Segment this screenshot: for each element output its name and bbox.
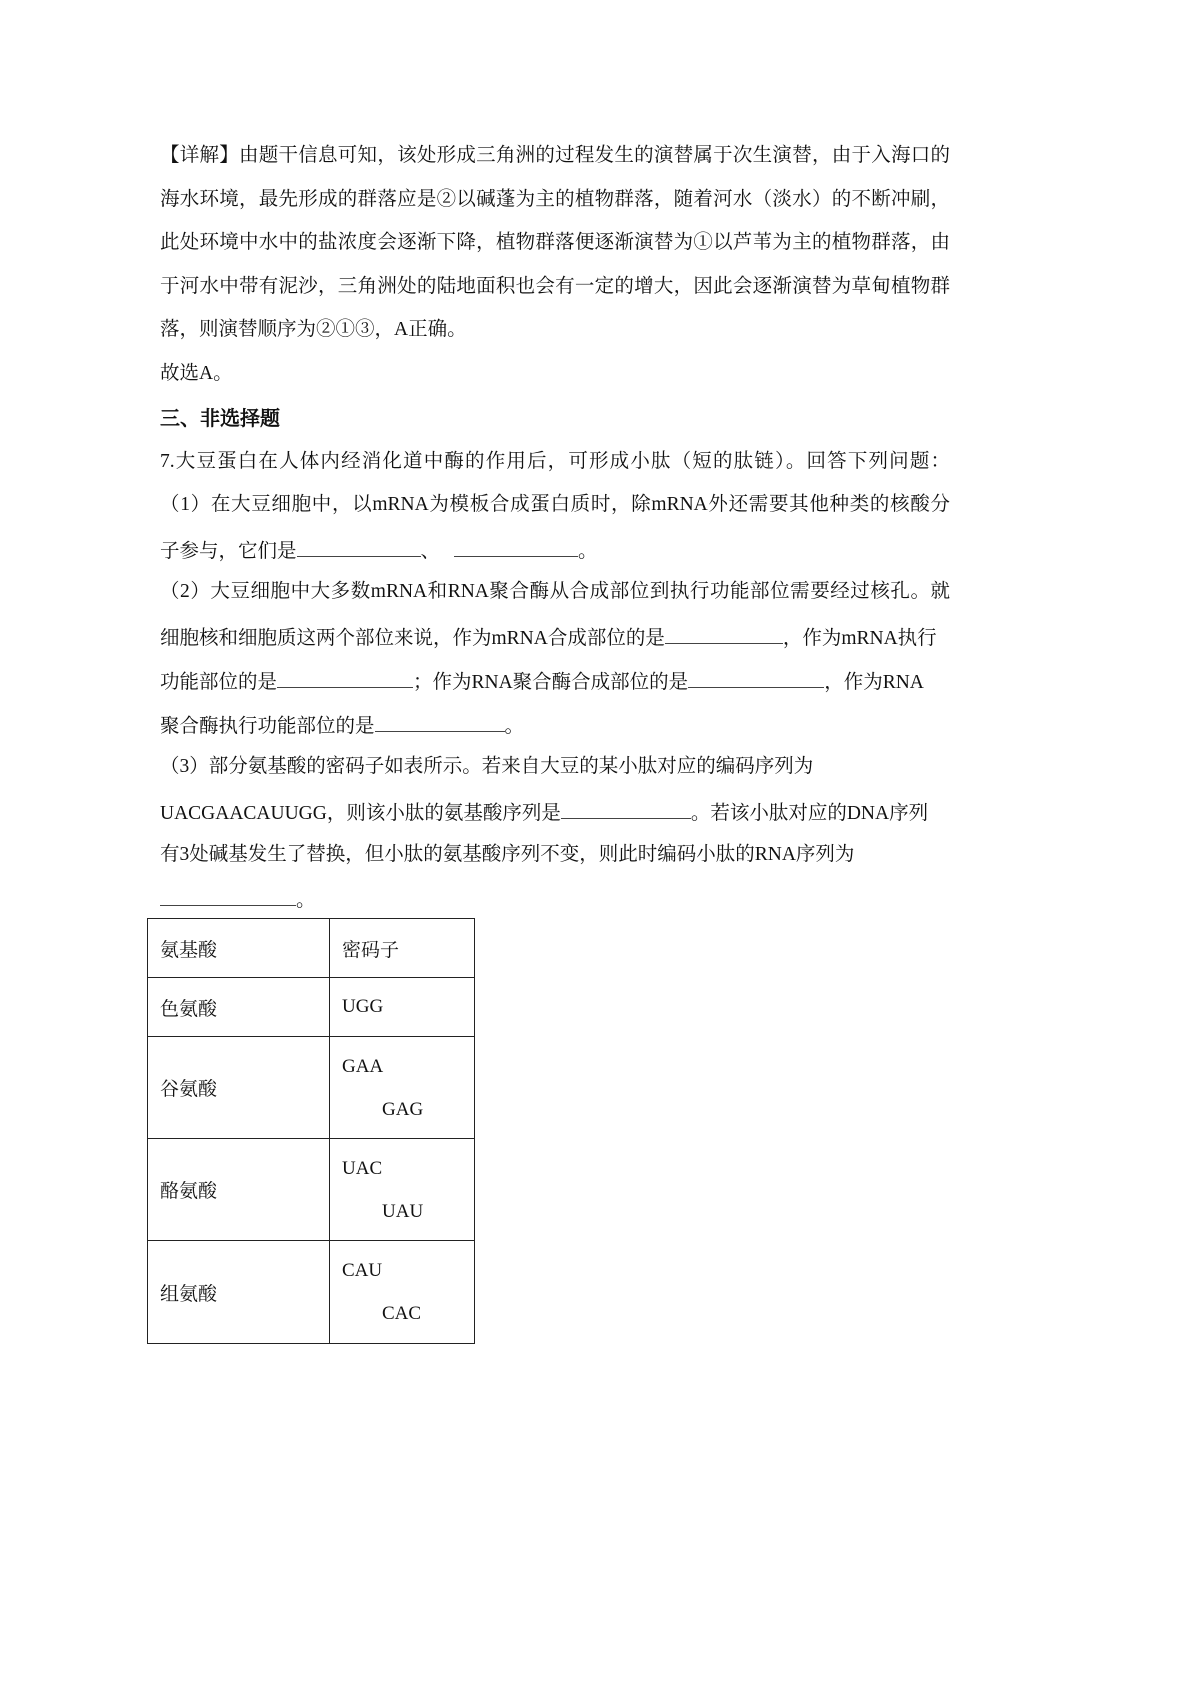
text: 功能部位的是 — [160, 672, 278, 693]
codon: CAU — [342, 1260, 383, 1281]
answer-blank[interactable] — [277, 665, 413, 688]
codon: GAG — [382, 1098, 424, 1120]
amino-acid-cell: 组氨酸 — [148, 1241, 330, 1344]
header-codon: 密码子 — [330, 919, 475, 978]
question-part2-line — [160, 709, 950, 739]
text: UACGAACAUUGG，则该小肽的氨基酸序列是 — [160, 803, 561, 824]
codon-cell — [330, 1139, 475, 1241]
question-part3-line — [160, 796, 950, 826]
explanation-line: 此处环境中水中的盐浓度会逐渐下降，植物群落便逐渐演替为①以芦苇为主的植物群落，由 — [160, 232, 950, 253]
explanation-line: 【详解】由题干信息可知，该处形成三角洲的过程发生的演替属于次生演替，由于入海口的 — [160, 145, 950, 166]
codon-cell: UGG — [330, 978, 475, 1037]
text: 子参与，它们是 — [160, 541, 297, 562]
amino-acid-cell: 酪氨酸 — [148, 1139, 330, 1241]
codon: CAC — [382, 1303, 422, 1324]
text: 。 — [504, 716, 525, 737]
answer-blank[interactable] — [454, 534, 578, 557]
explanation-line: 于河水中带有泥沙，三角洲处的陆地面积也会有一定的增大，因此会逐渐演替为草甸植物群 — [160, 276, 950, 297]
codon-cell — [330, 1241, 475, 1344]
answer-blank[interactable] — [688, 665, 824, 688]
codon-cell — [330, 1037, 475, 1139]
text: 聚合酶执行功能部位的是 — [160, 716, 375, 737]
text: 、 — [420, 541, 441, 562]
text: ，作为mRNA执行 — [782, 628, 937, 649]
question-stem: 7.大豆蛋白在人体内经消化道中酶的作用后，可形成小肽（短的肽链）。回答下列问题： — [160, 451, 950, 472]
explanation-line: 落，则演替顺序为②①③，A正确。 — [160, 319, 467, 340]
question-part1: （1）在大豆细胞中，以mRNA为模板合成蛋白质时，除mRNA外还需要其他种类的核酸分 — [160, 494, 950, 515]
table-row — [148, 978, 475, 1037]
codon: UAC — [342, 1157, 383, 1179]
answer-line: 故选A。 — [160, 363, 233, 384]
question-part1-blanks — [160, 534, 950, 564]
table-row — [148, 1037, 475, 1139]
text: ，作为RNA — [824, 672, 924, 693]
question-part2-line — [160, 665, 950, 695]
table-row — [148, 1139, 475, 1241]
codon: UAU — [382, 1200, 424, 1222]
explanation-line: 海水环境，最先形成的群落应是②以碱蓬为主的植物群落，随着河水（淡水）的不断冲刷， — [160, 189, 950, 210]
text: 。若该小肽对应的DNA序列 — [690, 803, 929, 824]
amino-acid-cell: 谷氨酸 — [148, 1037, 330, 1139]
question-part2: （2）大豆细胞中大多数mRNA和RNA聚合酶从合成部位到执行功能部位需要经过核孔。就 — [160, 581, 950, 602]
amino-acid-cell: 色氨酸 — [148, 978, 330, 1037]
question-part2-line — [160, 621, 950, 651]
section-title: 三、非选择题 — [160, 406, 280, 430]
answer-blank[interactable] — [160, 883, 296, 906]
table-header-row — [148, 919, 475, 978]
question-part3-line: 有3处碱基发生了替换，但小肽的氨基酸序列不变，则此时编码小肽的RNA序列为 — [160, 844, 855, 865]
answer-blank[interactable] — [561, 796, 691, 819]
table-row — [148, 1241, 475, 1344]
answer-blank[interactable] — [375, 709, 505, 732]
answer-blank[interactable] — [665, 621, 783, 644]
header-amino-acid: 氨基酸 — [148, 919, 330, 978]
text: 细胞核和细胞质这两个部位来说，作为mRNA合成部位的是 — [160, 628, 665, 649]
codon-table — [147, 918, 475, 1344]
text: 。 — [578, 541, 598, 562]
answer-blank[interactable] — [297, 534, 421, 557]
question-part3: （3）部分氨基酸的密码子如表所示。若来自大豆的某小肽对应的编码序列为 — [160, 756, 814, 777]
question-part3-line — [160, 883, 950, 913]
text: 。 — [296, 890, 316, 911]
codon: GAA — [342, 1055, 384, 1077]
text: ；作为RNA聚合酶合成部位的是 — [413, 672, 689, 693]
